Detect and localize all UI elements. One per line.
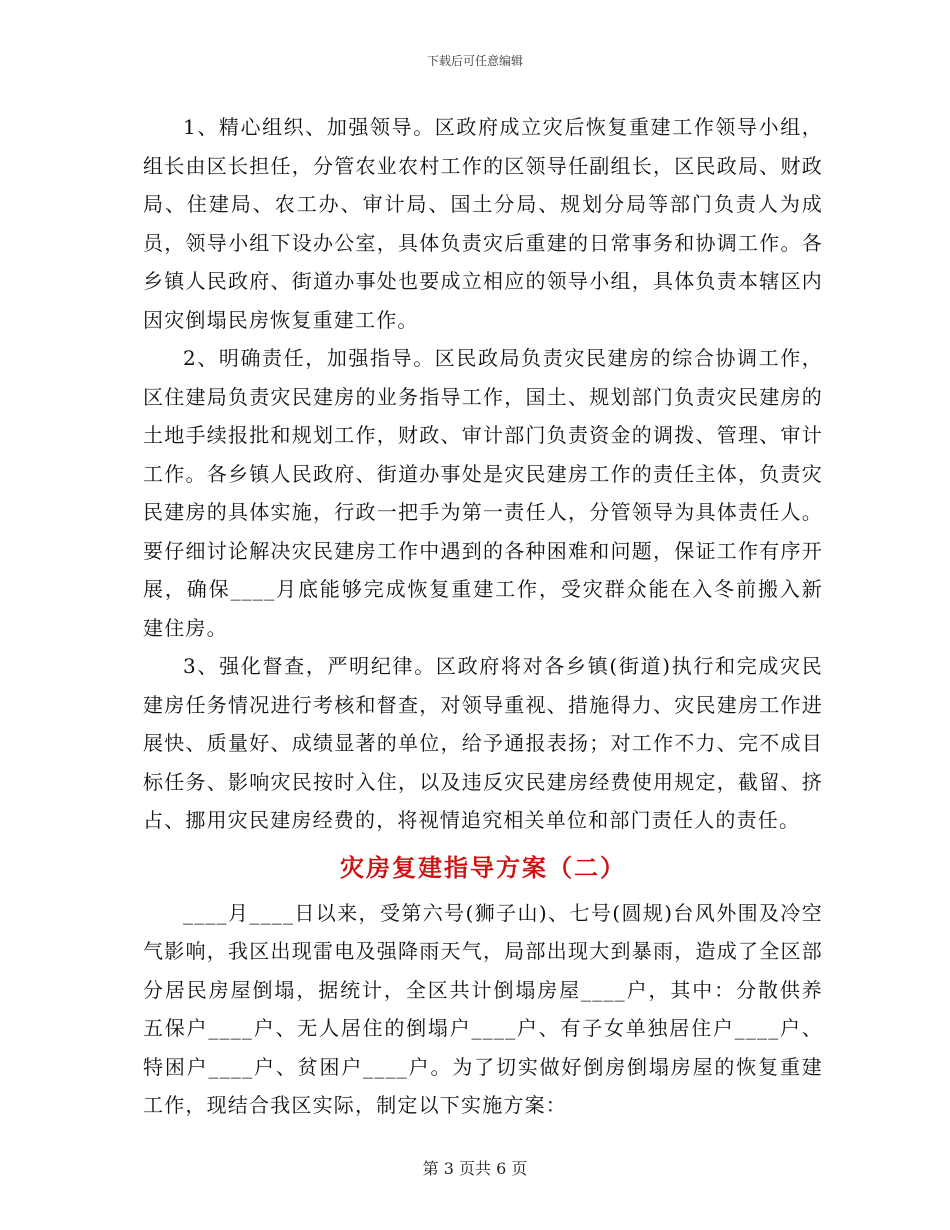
document-body	[143, 108, 823, 1125]
paragraph-1: 1、精心组织、加强领导。区政府成立灾后恢复重建工作领导小组，组长由区长担任，分管农业农村工作的区领导任副组长，区民政局、财政局、住建局、农工办、审计局、国土分局、规划分局等部门负责人为成员，领导小组下设办公室，具体负责灾后重建的日常事务和协调工作。各乡镇人民政府、街道办事处也要成立相应的领导小组，具体负责本辖区内因灾倒塌民房恢复重建工作。	[143, 115, 823, 332]
paragraph-2: 2、明确责任，加强指导。区民政局负责灾民建房的综合协调工作，区住建局负责灾民建房的业务指导工作，国土、规划部门负责灾民建房的土地手续报批和规划工作，财政、审计部门负责资金的调拨、管理、审计工作。各乡镇人民政府、街道办事处是灾民建房工作的责任主体，负责灾民建房的具体实施，行政一把手为第一责任人，分管领导为具体责任人。要仔细讨论解决灾民建房工作中遇到的各种困难和问题，保证工作有序开展，确保____月底能够完成恢复重建工作，受灾群众能在入冬前搬入新建住房。	[143, 346, 823, 640]
paragraph-3: 3、强化督查，严明纪律。区政府将对各乡镇(街道)执行和完成灾民建房任务情况进行考核和督查，对领导重视、措施得力、灾民建房工作进展快、质量好、成绩显著的单位，给予通报表扬；对工作不力、完不成目标任务、影响灾民按时入住，以及违反灾民建房经费使用规定，截留、挤占、挪用灾民建房经费的，将视情追究相关单位和部门责任人的责任。	[143, 654, 823, 832]
page-header: 下载后可任意编辑	[426, 54, 523, 68]
section-title: 灾房复建指导方案（二）	[340, 852, 626, 882]
section-paragraph-1: ____月____日以来，受第六号(狮子山)、七号(圆规)台风外围及冷空气影响，我区出现雷电及强降雨天气，局部出现大到暴雨，造成了全区部分居民房屋倒塌，据统计，全区共计倒塌房屋____户，其中：分散供养五保户____户、无人居住的倒塌户____户、有子女单独居住户____户、特困户____户、贫困户____户。为了切实做好倒房倒塌房屋的恢复重建工作，现结合我区实际，制定以下实施方案：	[143, 900, 823, 1117]
page-footer: 第 3 页共 6 页	[422, 1159, 528, 1178]
